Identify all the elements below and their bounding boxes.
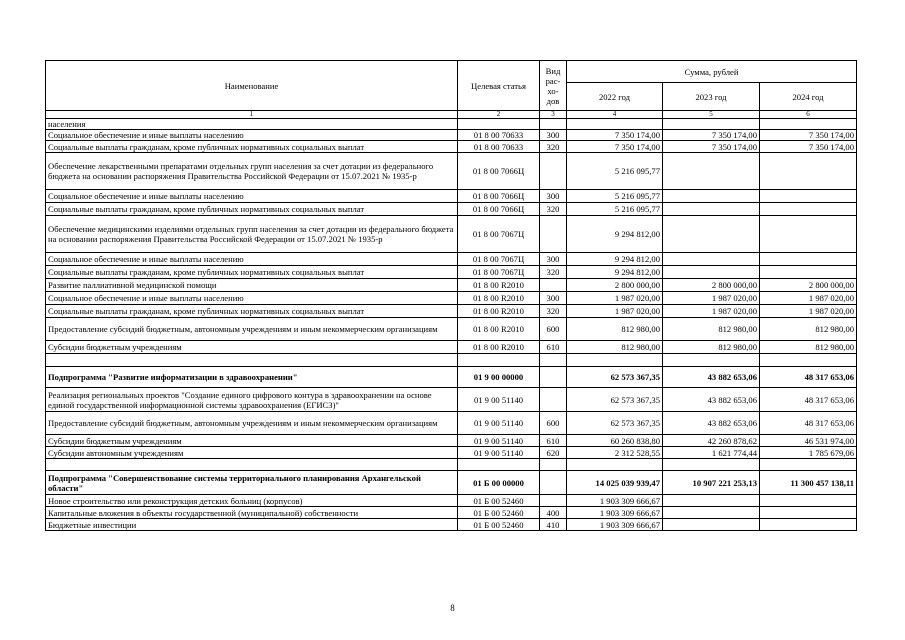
row-name: Социальное обеспечение и иные выплаты населению [46,190,458,203]
header-name: Наименование [46,61,458,111]
row-name: Социальные выплаты гражданам, кроме публичных нормативных социальных выплат [46,305,458,318]
amount-2022: 1 903 309 666,67 [567,519,663,531]
table-row [46,305,857,318]
budget-table [45,60,857,531]
amount-2024 [760,519,857,531]
row-name: Новое строительство или реконструкция детских больниц (корпусов) [46,495,458,507]
header-sum: Сумма, рублей [567,61,857,83]
target-code [458,354,540,367]
expense-type [540,279,567,292]
target-code: 01 Б 00 52460 [458,507,540,519]
table-row [46,216,857,253]
amount-2022: 5 216 095,77 [567,190,663,203]
row-name: Бюджетные инвестиции [46,519,458,531]
expense-type: 610 [540,435,567,447]
row-name: Социальное обеспечение и иные выплаты населению [46,292,458,305]
row-name: Предоставление субсидий бюджетным, автономным учреждениям и иным некоммерческим организациям [46,318,458,341]
amount-2022: 60 260 838,80 [567,435,663,447]
table-row [46,266,857,279]
amount-2024: 812 980,00 [760,341,857,354]
table-row [46,354,857,367]
table-row [46,119,857,130]
row-name: Обеспечение лекарственными препаратами отдельных групп населения за счет дотации из федерального бюджета на основании распоряжения Правительства Российской Федерации от 15.07.2021 № 1935-р [46,153,458,190]
table-row [46,153,857,190]
expense-type: 410 [540,519,567,531]
amount-2024: 46 531 974,00 [760,435,857,447]
expense-type [540,388,567,412]
amount-2023 [663,153,760,190]
table-row [46,341,857,354]
row-name: Подпрограмма "Совершенствование системы территориального планирования Архангельской области" [46,471,458,495]
amount-2022: 9 294 812,00 [567,266,663,279]
column-number: 2 [458,111,540,119]
row-name: Социальные выплаты гражданам, кроме публичных нормативных социальных выплат [46,141,458,153]
amount-2023 [663,266,760,279]
table-row [46,292,857,305]
amount-2023: 1 621 774,44 [663,447,760,459]
amount-2023: 43 882 653,06 [663,412,760,435]
expense-type [540,153,567,190]
expense-type: 300 [540,253,567,266]
header-vr: Вид рас-хо-дов [540,61,567,111]
target-code: 01 9 00 51140 [458,388,540,412]
target-code: 01 8 00 7067Ц [458,216,540,253]
table-body [46,119,857,531]
amount-2024 [760,153,857,190]
amount-2023: 7 350 174,00 [663,141,760,153]
target-code [458,119,540,130]
amount-2022: 5 216 095,77 [567,153,663,190]
amount-2024: 7 350 174,00 [760,130,857,141]
row-name: Предоставление субсидий бюджетным, автономным учреждениям и иным некоммерческим организациям [46,412,458,435]
table-row [46,495,857,507]
table-row [46,459,857,471]
page-number: 8 [450,603,455,613]
amount-2023: 43 882 653,06 [663,388,760,412]
amount-2023 [663,459,760,471]
amount-2022: 7 350 174,00 [567,141,663,153]
amount-2022 [567,459,663,471]
target-code: 01 9 00 00000 [458,367,540,388]
amount-2024 [760,459,857,471]
table-row [46,388,857,412]
column-number: 5 [663,111,760,119]
row-name: Социальные выплаты гражданам, кроме публичных нормативных социальных выплат [46,266,458,279]
amount-2024: 48 317 653,06 [760,388,857,412]
amount-2023: 812 980,00 [663,341,760,354]
row-name [46,459,458,471]
expense-type: 600 [540,318,567,341]
amount-2022: 14 025 039 939,47 [567,471,663,495]
amount-2023 [663,253,760,266]
amount-2022: 1 903 309 666,67 [567,507,663,519]
amount-2022: 9 294 812,00 [567,253,663,266]
amount-2023 [663,216,760,253]
row-name: населения [46,119,458,130]
target-code: 01 Б 00 00000 [458,471,540,495]
expense-type: 320 [540,141,567,153]
header-year-2022: 2022 год [567,83,663,111]
row-name [46,354,458,367]
expense-type: 400 [540,507,567,519]
table-row [46,447,857,459]
amount-2024 [760,119,857,130]
amount-2024 [760,266,857,279]
header-target: Целевая статья [458,61,540,111]
amount-2023 [663,519,760,531]
target-code: 01 8 00 7067Ц [458,253,540,266]
amount-2022: 62 573 367,35 [567,412,663,435]
row-name: Субсидии бюджетным учреждениям [46,341,458,354]
amount-2024 [760,354,857,367]
target-code: 01 9 00 51140 [458,447,540,459]
table-row [46,519,857,531]
target-code: 01 8 00 7066Ц [458,190,540,203]
amount-2022: 2 312 528,55 [567,447,663,459]
table-row [46,435,857,447]
row-name: Реализация региональных проектов "Создание единого цифрового контура в здравоохранении на основе единой государственной информационной системы здравоохранения (ЕГИСЗ)" [46,388,458,412]
target-code: 01 9 00 51140 [458,412,540,435]
amount-2024: 7 350 174,00 [760,141,857,153]
expense-type: 320 [540,266,567,279]
target-code: 01 8 00 R2010 [458,318,540,341]
amount-2024: 48 317 653,06 [760,412,857,435]
amount-2023 [663,203,760,216]
row-name: Развитие паллиативной медицинской помощи [46,279,458,292]
amount-2024: 11 300 457 138,11 [760,471,857,495]
target-code: 01 9 00 51140 [458,435,540,447]
amount-2024 [760,507,857,519]
amount-2023: 2 800 000,00 [663,279,760,292]
row-name: Капитальные вложения в объекты государственной (муниципальной) собственности [46,507,458,519]
amount-2022: 5 216 095,77 [567,203,663,216]
amount-2024: 1 987 020,00 [760,305,857,318]
row-name: Обеспечение медицинскими изделиями отдельных групп населения за счет дотации из федерального бюджета на основании распоряжения Правительства Российской Федерации от 15.07.2021 № 1935-р [46,216,458,253]
amount-2023 [663,495,760,507]
target-code: 01 8 00 7067Ц [458,266,540,279]
target-code: 01 8 00 R2010 [458,305,540,318]
header-year-2023: 2023 год [663,83,760,111]
table-row [46,190,857,203]
expense-type [540,495,567,507]
row-name: Субсидии автономным учреждениям [46,447,458,459]
amount-2024: 812 980,00 [760,318,857,341]
amount-2022: 812 980,00 [567,341,663,354]
amount-2022 [567,354,663,367]
row-name: Социальное обеспечение и иные выплаты населению [46,130,458,141]
amount-2024 [760,203,857,216]
table-row [46,253,857,266]
expense-type [540,216,567,253]
table-row [46,279,857,292]
amount-2022: 9 294 812,00 [567,216,663,253]
target-code: 01 8 00 70633 [458,141,540,153]
column-number: 3 [540,111,567,119]
amount-2023 [663,119,760,130]
amount-2023 [663,354,760,367]
table-row [46,141,857,153]
table-row [46,130,857,141]
expense-type [540,119,567,130]
table-row [46,367,857,388]
table-row [46,471,857,495]
expense-type: 300 [540,190,567,203]
target-code: 01 8 00 R2010 [458,279,540,292]
row-name: Социальное обеспечение и иные выплаты населению [46,253,458,266]
amount-2024 [760,190,857,203]
amount-2023: 1 987 020,00 [663,292,760,305]
table-row [46,507,857,519]
amount-2023: 10 907 221 253,13 [663,471,760,495]
amount-2022: 7 350 174,00 [567,130,663,141]
target-code: 01 8 00 R2010 [458,341,540,354]
amount-2023: 42 260 878,62 [663,435,760,447]
target-code: 01 Б 00 52460 [458,495,540,507]
amount-2024: 1 987 020,00 [760,292,857,305]
expense-type: 320 [540,305,567,318]
amount-2022: 62 573 367,35 [567,367,663,388]
column-number-row [46,111,857,119]
amount-2022: 2 800 000,00 [567,279,663,292]
amount-2022: 1 987 020,00 [567,292,663,305]
amount-2024 [760,495,857,507]
column-number: 6 [760,111,857,119]
target-code: 01 Б 00 52460 [458,519,540,531]
table-row [46,318,857,341]
amount-2023: 812 980,00 [663,318,760,341]
table-row [46,412,857,435]
amount-2024 [760,216,857,253]
amount-2022: 62 573 367,35 [567,388,663,412]
amount-2023 [663,507,760,519]
amount-2023 [663,190,760,203]
amount-2023: 43 882 653,06 [663,367,760,388]
amount-2022: 1 903 309 666,67 [567,495,663,507]
amount-2023: 7 350 174,00 [663,130,760,141]
amount-2024: 48 317 653,06 [760,367,857,388]
expense-type: 600 [540,412,567,435]
target-code [458,459,540,471]
target-code: 01 8 00 7066Ц [458,203,540,216]
row-name: Социальные выплаты гражданам, кроме публичных нормативных социальных выплат [46,203,458,216]
amount-2024 [760,253,857,266]
target-code: 01 8 00 7066Ц [458,153,540,190]
amount-2023: 1 987 020,00 [663,305,760,318]
expense-type [540,367,567,388]
expense-type [540,354,567,367]
amount-2024: 2 800 000,00 [760,279,857,292]
row-name: Подпрограмма "Развитие информатизации в здравоохранении" [46,367,458,388]
amount-2022: 1 987 020,00 [567,305,663,318]
column-number: 4 [567,111,663,119]
column-number: 1 [46,111,458,119]
table-row [46,203,857,216]
expense-type [540,459,567,471]
expense-type: 620 [540,447,567,459]
target-code: 01 8 00 R2010 [458,292,540,305]
expense-type: 320 [540,203,567,216]
amount-2022: 812 980,00 [567,318,663,341]
row-name: Субсидии бюджетным учреждениям [46,435,458,447]
expense-type: 300 [540,292,567,305]
header-year-2024: 2024 год [760,83,857,111]
amount-2024: 1 785 679,06 [760,447,857,459]
amount-2022 [567,119,663,130]
target-code: 01 8 00 70633 [458,130,540,141]
expense-type: 610 [540,341,567,354]
expense-type: 300 [540,130,567,141]
expense-type [540,471,567,495]
